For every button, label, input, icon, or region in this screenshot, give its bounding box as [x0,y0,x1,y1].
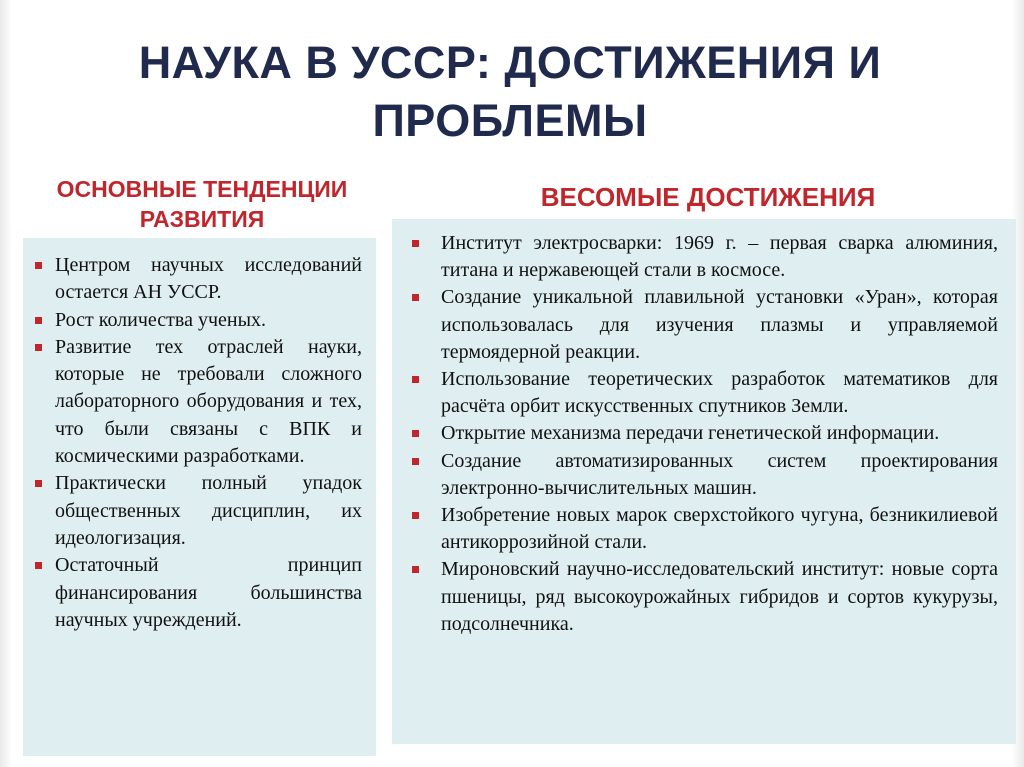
list-item [408,448,998,502]
list-item [35,252,362,307]
square-bullet-icon [35,344,42,351]
list-item-text: Институт электросварки: 1969 г. – первая сварка алюминия, титана и нержавеющей стали в космосе. [441,232,998,282]
list-item-text: Создание автоматизированных систем проектирования электронно-вычислительных машин. [441,449,998,499]
list-item [408,420,998,447]
tendencies-panel [23,238,376,756]
tendencies-list [35,252,362,634]
list-item-text: Развитие тех отраслей науки, которые не требовали сложного лабораторного оборудования и тех, что были связаны с ВПК и космическими разработками. [55,335,362,468]
list-item [408,366,998,420]
list-item-text: Мироновский научно-исследовательский институт: новые сорта пшеницы, ряд высокоурожайных гибридов и сортов кукурузы, подсолнечника. [441,558,998,635]
list-item-text: Остаточный принцип финансирования большинства научных учреждений. [55,554,362,631]
list-item-text: Открытие механизма передачи генетической информации. [441,422,940,445]
list-item-text: Рост количества ученых. [55,308,267,331]
slide-title: НАУКА В УССР: ДОСТИЖЕНИЯ И ПРОБЛЕМЫ [138,37,882,146]
square-bullet-icon [412,566,419,573]
list-item [408,556,998,638]
square-bullet-icon [35,562,42,569]
square-bullet-icon [412,512,419,519]
square-bullet-icon [35,480,42,487]
list-item-text: Практически полный упадок общественных дисциплин, их идеологизация. [55,472,362,549]
list-item [408,502,998,556]
list-item [35,470,362,552]
list-item [408,284,998,366]
list-item-text: Изобретение новых марок сверхстойкого чугуна, безникилиевой антикоррозийной стали. [441,504,998,554]
list-item-text: Создание уникальной плавильной установки «Уран», которая использовалась для изучения плазмы и управляемой термоядерной реакции. [441,286,998,363]
list-item-text: Использование теоретических разработок математиков для расчёта орбит искусственных спутников Земли. [441,368,998,418]
square-bullet-icon [35,262,42,269]
square-bullet-icon [412,458,419,465]
square-bullet-icon [412,240,419,247]
square-bullet-icon [412,294,419,301]
right-column-heading: ВЕСОМЫЕ ДОСТИЖЕНИЯ [540,182,876,212]
list-item [35,552,362,634]
square-bullet-icon [35,317,42,324]
left-column-heading: ОСНОВНЫЕ ТЕНДЕНЦИИ РАЗВИТИЯ [56,176,348,232]
list-item-text: Центром научных исследований остается АН УССР. [55,254,362,304]
list-item [35,334,362,470]
square-bullet-icon [412,376,419,383]
square-bullet-icon [412,430,419,437]
list-item [35,307,362,334]
left-edge-shade [0,0,12,767]
list-item [408,230,998,284]
achievements-panel [392,219,1016,744]
achievements-list [408,230,998,638]
